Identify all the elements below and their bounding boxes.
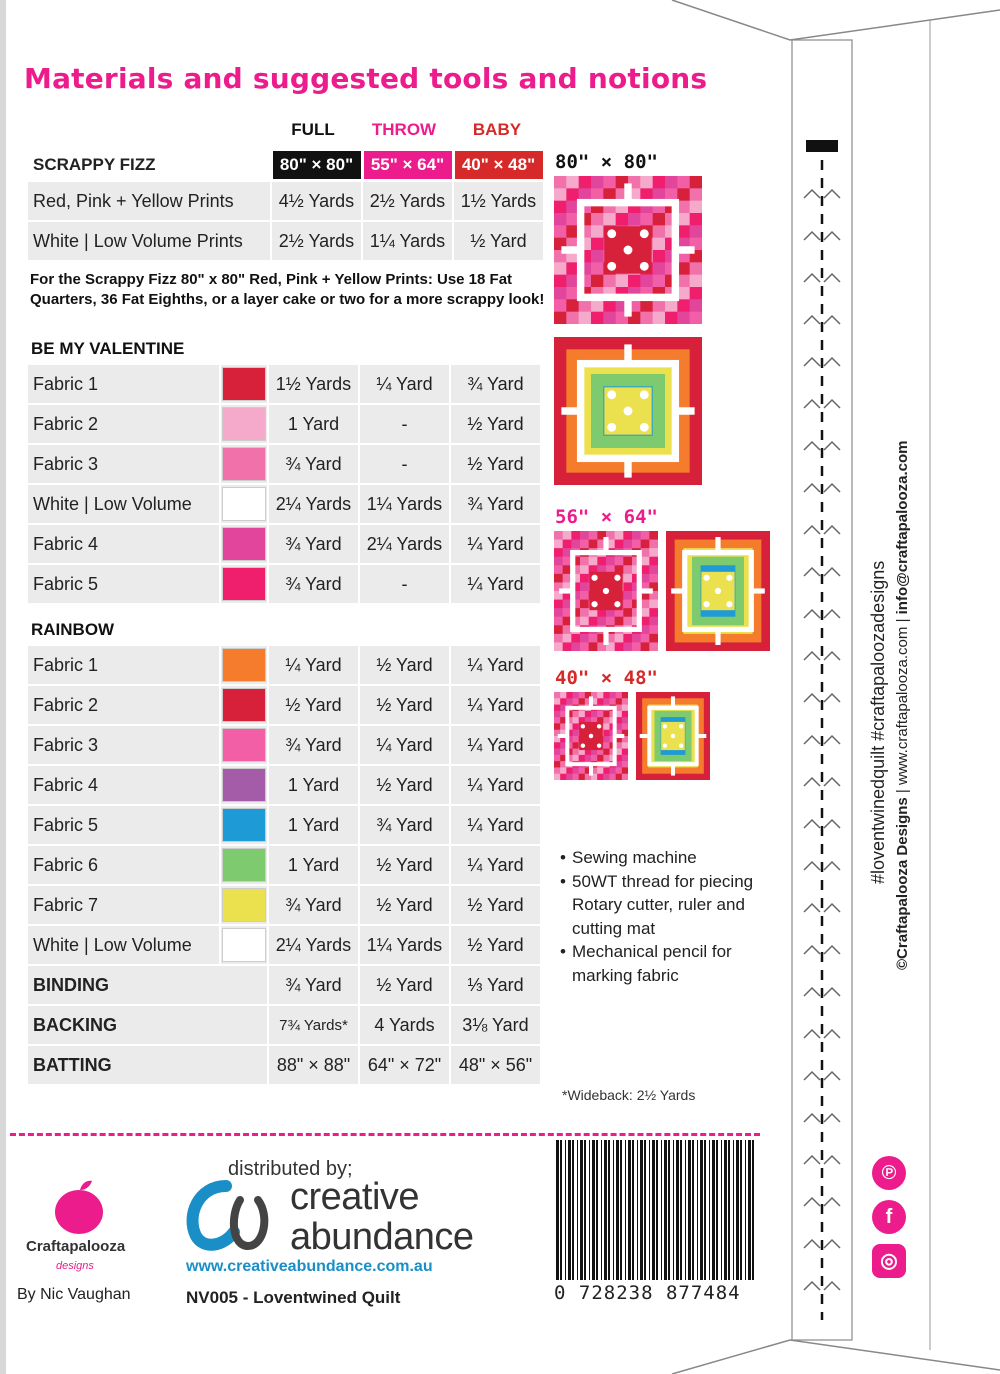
row-label: BACKING: [28, 1006, 267, 1044]
table-row: [28, 1046, 540, 1084]
cell-throw: ½ Yard: [360, 766, 449, 804]
swatch-cell: [221, 686, 267, 724]
cell-throw: ½ Yard: [360, 886, 449, 924]
row-label: Red, Pink + Yellow Prints: [28, 182, 270, 220]
tool-item: • 50WT thread for piecing Rotary cutter, ruler and cutting mat: [560, 870, 760, 941]
fabric-swatch: [222, 888, 266, 922]
swatch-cell: [221, 646, 267, 684]
cell-full: 2¼ Yards: [269, 485, 358, 523]
brand-sub: designs: [56, 1260, 94, 1272]
cell-full: ¾ Yard: [269, 966, 358, 1004]
table-row: [28, 766, 540, 804]
fabric-swatch: [222, 367, 266, 401]
pinterest-icon[interactable]: ℗: [872, 1156, 906, 1190]
swatch-cell: [221, 766, 267, 804]
row-label: White | Low Volume Prints: [28, 222, 270, 260]
row-label: Fabric 4: [28, 766, 219, 804]
instagram-icon[interactable]: ◎: [872, 1244, 906, 1278]
quilt-image-valentine-baby: [554, 692, 628, 780]
cell-baby: ¾ Yard: [451, 365, 540, 403]
credits-email: info@craftapalooza.com: [894, 440, 911, 615]
facebook-icon[interactable]: f: [872, 1200, 906, 1234]
fabric-swatch: [222, 648, 266, 682]
cell-full: 4½ Yards: [272, 182, 361, 220]
cell-full: 88" × 88": [269, 1046, 358, 1084]
apple-logo-icon: [52, 1178, 106, 1236]
cell-baby: ⅓ Yard: [451, 966, 540, 1004]
table-row: [28, 646, 540, 684]
fabric-swatch: [222, 728, 266, 762]
fabric-swatch: [222, 447, 266, 481]
quilt-image-rainbow-baby: [636, 692, 710, 780]
fabric-swatch: [222, 848, 266, 882]
column-baby: BABY: [472, 120, 522, 139]
table-row: [28, 525, 540, 563]
row-label: Fabric 5: [28, 806, 219, 844]
fabric-swatch: [222, 527, 266, 561]
section-heading-rainbow: RAINBOW: [31, 620, 115, 639]
row-label: BATTING: [28, 1046, 267, 1084]
row-label: BINDING: [28, 966, 267, 1004]
cell-baby: ½ Yard: [454, 222, 543, 260]
cell-full: ¾ Yard: [269, 445, 358, 483]
cell-baby: ¾ Yard: [451, 485, 540, 523]
size-badge-throw: 55" × 64": [364, 151, 452, 179]
quilt-image-valentine-full: [554, 176, 702, 324]
cell-baby: ¼ Yard: [451, 686, 540, 724]
cell-throw: ½ Yard: [360, 846, 449, 884]
cell-full: 2¼ Yards: [269, 926, 358, 964]
quilt-size-label-throw: 56" × 64": [555, 506, 658, 528]
rainbow-table: [26, 644, 542, 1086]
table-row: [28, 726, 540, 764]
fabric-swatch: [222, 567, 266, 601]
row-label: Fabric 5: [28, 565, 219, 603]
cell-baby: ¼ Yard: [451, 806, 540, 844]
row-label: Fabric 4: [28, 525, 219, 563]
fabric-swatch: [222, 487, 266, 521]
cell-baby: ½ Yard: [451, 445, 540, 483]
swatch-cell: [221, 565, 267, 603]
cell-full: ¾ Yard: [269, 565, 358, 603]
cell-throw: 1¼ Yards: [363, 222, 452, 260]
fabric-swatch: [222, 808, 266, 842]
cell-baby: ½ Yard: [451, 886, 540, 924]
cell-full: 1 Yard: [269, 405, 358, 443]
cell-throw: 2¼ Yards: [360, 525, 449, 563]
swatch-cell: [221, 525, 267, 563]
cell-throw: 64" × 72": [360, 1046, 449, 1084]
barcode-number: 0 728238 877484: [554, 1282, 741, 1304]
brand-name: Craftapalooza: [26, 1238, 126, 1255]
size-badge-full: 80" × 80": [273, 151, 361, 179]
cell-throw: ¼ Yard: [360, 726, 449, 764]
table-row: [28, 365, 540, 403]
cell-throw: -: [360, 405, 449, 443]
cell-baby: 48" × 56": [451, 1046, 540, 1084]
quilt-size-label-baby: 40" × 48": [555, 667, 658, 689]
swatch-cell: [221, 405, 267, 443]
cell-baby: ¼ Yard: [451, 846, 540, 884]
row-label: Fabric 1: [28, 646, 219, 684]
cell-baby: 1½ Yards: [454, 182, 543, 220]
table-row: [28, 806, 540, 844]
cell-throw: -: [360, 445, 449, 483]
row-label: White | Low Volume: [28, 485, 219, 523]
tool-item: • Sewing machine: [560, 846, 760, 870]
swatch-cell: [221, 846, 267, 884]
row-label: Fabric 7: [28, 886, 219, 924]
tools-list: [560, 846, 760, 987]
cell-baby: ¼ Yard: [451, 565, 540, 603]
quilt-image-rainbow-throw: [666, 531, 770, 651]
cell-full: 7¾ Yards*: [269, 1006, 358, 1044]
quilt-image-valentine-throw: [554, 531, 658, 651]
cell-baby: ½ Yard: [451, 926, 540, 964]
cell-baby: ¼ Yard: [451, 525, 540, 563]
table-row: [28, 686, 540, 724]
table-row: [28, 846, 540, 884]
cell-throw: ½ Yard: [360, 686, 449, 724]
row-label: Fabric 6: [28, 846, 219, 884]
barcode: [556, 1140, 756, 1280]
fabric-swatch: [222, 688, 266, 722]
row-label: Fabric 2: [28, 686, 219, 724]
divider: [10, 1133, 760, 1136]
cell-throw: ½ Yard: [360, 646, 449, 684]
distributor-url[interactable]: www.creativeabundance.com.au: [186, 1258, 433, 1275]
cell-throw: 2½ Yards: [363, 182, 452, 220]
cell-throw: ¾ Yard: [360, 806, 449, 844]
table-row: [28, 485, 540, 523]
section-heading-valentine: BE MY VALENTINE: [31, 339, 185, 358]
quilt-size-label-full: 80" × 80": [555, 151, 658, 173]
swatch-cell: [221, 485, 267, 523]
distributor-label: distributed by;: [228, 1158, 353, 1180]
cell-full: 1 Yard: [269, 846, 358, 884]
cell-baby: ¼ Yard: [451, 646, 540, 684]
cell-throw: 1¼ Yards: [360, 926, 449, 964]
cell-baby: 3⅛ Yard: [451, 1006, 540, 1044]
distributor-name-1: creative: [290, 1176, 420, 1218]
cell-full: ¾ Yard: [269, 886, 358, 924]
creative-abundance-logo-icon: [178, 1176, 288, 1256]
cell-full: 1½ Yards: [269, 365, 358, 403]
row-label: White | Low Volume: [28, 926, 219, 964]
vertical-credits: [894, 441, 911, 970]
fabric-swatch: [222, 928, 266, 962]
table-row: [28, 222, 543, 260]
credits-url: | www.craftapalooza.com |: [894, 614, 911, 798]
cell-full: 2½ Yards: [272, 222, 361, 260]
cell-throw: ½ Yard: [360, 966, 449, 1004]
wideback-note: *Wideback: 2½ Yards: [562, 1087, 696, 1103]
cell-baby: ¼ Yard: [451, 726, 540, 764]
cell-throw: ¼ Yard: [360, 365, 449, 403]
scrappy-fizz-heading: SCRAPPY FIZZ: [28, 150, 270, 180]
swatch-cell: [221, 926, 267, 964]
cell-throw: 4 Yards: [360, 1006, 449, 1044]
swatch-cell: [221, 806, 267, 844]
table-row: [28, 182, 543, 220]
row-label: Fabric 2: [28, 405, 219, 443]
cell-full: ¾ Yard: [269, 726, 358, 764]
fabric-swatch: [222, 768, 266, 802]
credits-company: ©Craftapalooza Designs: [894, 797, 911, 970]
swatch-cell: [221, 726, 267, 764]
table-row: [28, 926, 540, 964]
cell-full: ¾ Yard: [269, 525, 358, 563]
row-label: Fabric 3: [28, 726, 219, 764]
fabric-swatch: [222, 407, 266, 441]
author: By Nic Vaughan: [17, 1286, 131, 1303]
row-label: Fabric 3: [28, 445, 219, 483]
cell-throw: 1¼ Yards: [360, 485, 449, 523]
quilt-image-rainbow-full: [554, 337, 702, 485]
cell-baby: ½ Yard: [451, 405, 540, 443]
tool-item: • Mechanical pencil for marking fabric: [560, 940, 760, 987]
swatch-cell: [221, 445, 267, 483]
product-code: NV005 - Loventwined Quilt: [186, 1288, 401, 1307]
swatch-cell: [221, 365, 267, 403]
table-row: [28, 445, 540, 483]
valentine-table: [26, 363, 542, 605]
row-label: Fabric 1: [28, 365, 219, 403]
cell-full: 1 Yard: [269, 806, 358, 844]
table-row: [28, 966, 540, 1004]
column-full: FULL: [291, 120, 335, 139]
table-row: [28, 405, 540, 443]
scrappy-note: For the Scrappy Fizz 80" x 80" Red, Pink + Yellow Prints: Use 18 Fat Quarters, 36 Fat Eighths, or a layer cake or two for a more scrappy look!: [30, 271, 545, 308]
cell-full: 1 Yard: [269, 766, 358, 804]
table-row: [28, 886, 540, 924]
table-row: [28, 1006, 540, 1044]
distributor-name-2: abundance: [290, 1216, 474, 1258]
cell-full: ½ Yard: [269, 686, 358, 724]
scrappy-fizz-table: [26, 148, 545, 262]
cell-baby: ¼ Yard: [451, 766, 540, 804]
page-title: Materials and suggested tools and notions: [24, 62, 708, 95]
size-badge-baby: 40" × 48": [455, 151, 543, 179]
swatch-cell: [221, 886, 267, 924]
column-throw: THROW: [371, 120, 437, 139]
cell-throw: -: [360, 565, 449, 603]
table-row: [28, 565, 540, 603]
vertical-hashtags: #loventwinedquilt #craftapaloozadesigns: [868, 560, 888, 884]
cell-full: ¼ Yard: [269, 646, 358, 684]
